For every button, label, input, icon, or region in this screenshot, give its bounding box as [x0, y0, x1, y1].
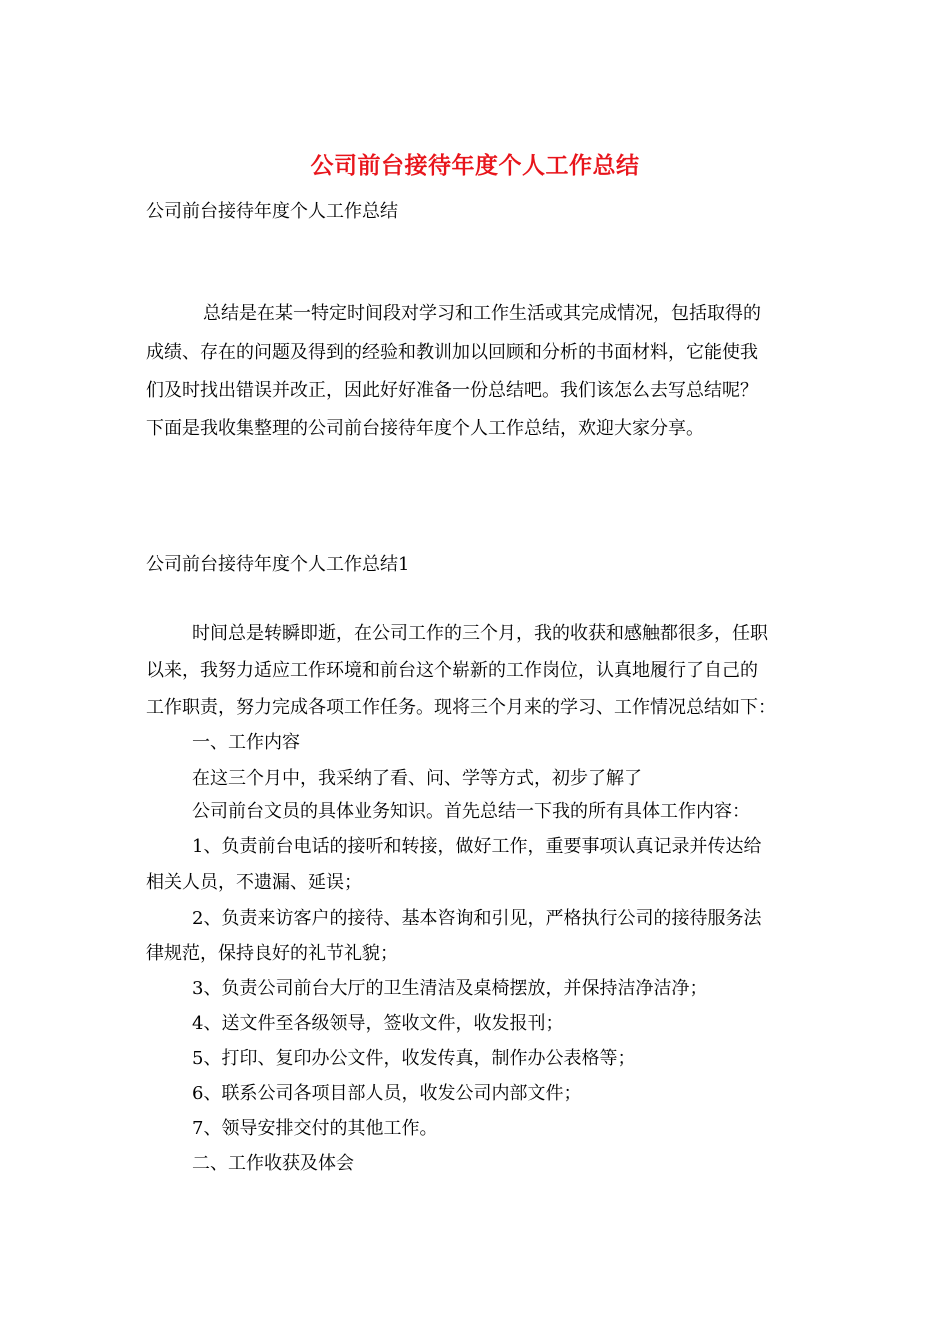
intro-line: 们及时找出错误并改正，因此好好准备一份总结吧。我们该怎么去写总结呢？ [146, 380, 758, 401]
body-line: 公司前台文员的具体业务知识。首先总结一下我的所有具体工作内容： [192, 801, 750, 822]
body-line: 6、联系公司各项目部人员，收发公司内部文件； [192, 1083, 582, 1104]
body-line: 二、工作收获及体会 [192, 1153, 354, 1174]
intro-line: 成绩、存在的问题及得到的经验和教训加以回顾和分析的书面材料，它能使我 [146, 342, 758, 363]
body-line: 一、工作内容 [192, 732, 300, 753]
intro-line: 下面是我收集整理的公司前台接待年度个人工作总结，欢迎大家分享。 [146, 418, 704, 439]
body-line: 在这三个月中，我采纳了看、问、学等方式，初步了解了 [192, 768, 642, 789]
body-line: 7、领导安排交付的其他工作。 [192, 1118, 438, 1139]
body-line: 以来，我努力适应工作环境和前台这个崭新的工作岗位，认真地履行了自己的 [146, 660, 758, 681]
body-line: 工作职责，努力完成各项工作任务。现将三个月来的学习、工作情况总结如下： [146, 697, 776, 718]
document-title: 公司前台接待年度个人工作总结 [310, 152, 640, 179]
document-subtitle: 公司前台接待年度个人工作总结 [146, 201, 398, 222]
section-heading: 公司前台接待年度个人工作总结1 [146, 554, 410, 575]
body-line: 3、负责公司前台大厅的卫生清洁及桌椅摆放，并保持洁净洁净； [192, 978, 708, 999]
body-line: 4、送文件至各级领导，签收文件，收发报刊； [192, 1013, 564, 1034]
body-line: 律规范，保持良好的礼节礼貌； [146, 943, 398, 964]
body-line: 相关人员，不遗漏、延误； [146, 872, 362, 893]
body-line: 1、负责前台电话的接听和转接，做好工作，重要事项认真记录并传达给 [192, 836, 762, 857]
body-line: 时间总是转瞬即逝，在公司工作的三个月，我的收获和感触都很多，任职 [192, 623, 768, 644]
body-line: 2、负责来访客户的接待、基本咨询和引见，严格执行公司的接待服务法 [192, 908, 762, 929]
intro-line: 总结是在某一特定时间段对学习和工作生活或其完成情况，包括取得的 [203, 303, 761, 324]
body-line: 5、打印、复印办公文件，收发传真，制作办公表格等； [192, 1048, 636, 1069]
